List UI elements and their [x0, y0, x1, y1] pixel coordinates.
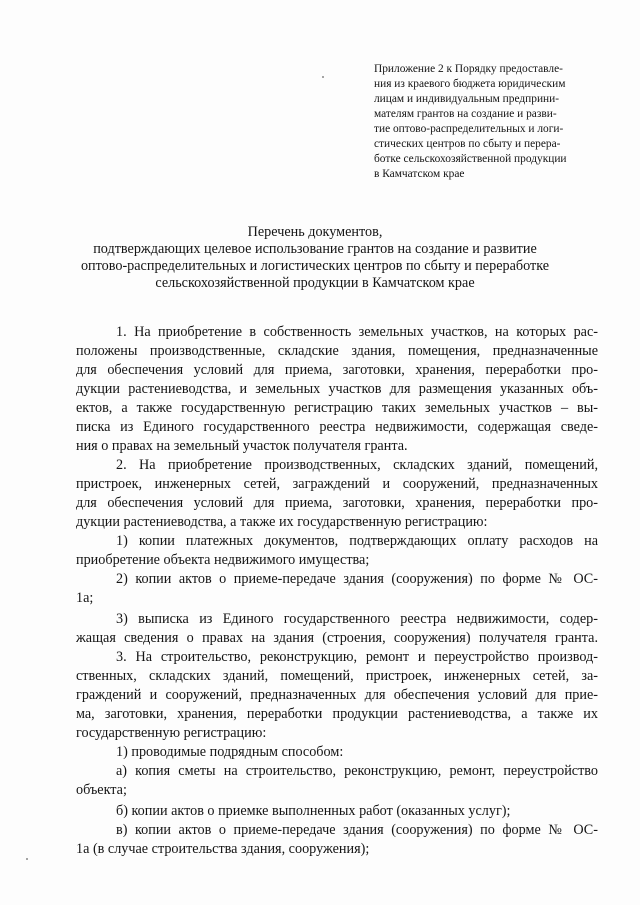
title-line: сельскохозяйственной продукции в Камчатском крае: [155, 275, 475, 291]
body-line: ственных, складских зданий, помещений, пристроек, инженерных сетей, за-: [76, 668, 598, 684]
body-line: в) копии актов о приеме-передаче здания (сооружения) по форме № ОС-: [116, 822, 598, 838]
body-line: государственную регистрацию:: [76, 725, 267, 741]
appendix-line: ния из краевого бюджета юридическим: [374, 78, 566, 90]
body-line: писка из Единого государственного реестра недвижимости, содержащая сведе-: [76, 419, 598, 435]
body-line: 1а;: [76, 590, 94, 606]
appendix-note: [374, 62, 600, 182]
body-line: дукции растениеводства, и земельных участков для размещения указанных объ-: [76, 381, 598, 397]
body-line: б) копии актов о приемке выполненных работ (оказанных услуг);: [116, 803, 511, 819]
body-line: 1) копии платежных документов, подтверждающих оплату расходов на: [116, 533, 598, 549]
body-line: дукции растениеводства, а также их государственную регистрацию:: [76, 514, 488, 530]
appendix-line: Приложение 2 к Порядку предоставле-: [374, 63, 563, 75]
title-line: подтверждающих целевое использование грантов на создание и развитие: [93, 241, 537, 257]
body-line: положены производственные, складские здания, помещения, предназначенные: [76, 343, 598, 359]
appendix-line: лицам и индивидуальным предприни-: [374, 93, 560, 105]
scan-speck: [322, 76, 324, 78]
appendix-line: тие оптово-распределительных и логи-: [374, 123, 564, 135]
appendix-line: в Камчатском крае: [374, 168, 465, 180]
scan-speck: [26, 858, 28, 860]
appendix-line: мателям грантов на создание и разви-: [374, 108, 557, 120]
body-line: объекта;: [76, 782, 127, 798]
body-line: граждений и сооружений, предназначенных для обеспечения условий для прие-: [76, 687, 598, 703]
body-line: 2) копии актов о приеме-передаче здания (сооружения) по форме № ОС-: [116, 571, 598, 587]
body-line: 1) проводимые подрядным способом:: [116, 744, 344, 760]
title-line: Перечень документов,: [247, 224, 383, 240]
body-line: ния о правах на земельный участок получателя гранта.: [76, 438, 408, 454]
body-line: а) копия сметы на строительство, реконструкцию, ремонт, переустройство: [116, 763, 598, 779]
body-line: приобретение объекта недвижимого имущества;: [76, 552, 370, 568]
body-line: 3) выписка из Единого государственного реестра недвижимости, содер-: [116, 611, 598, 627]
body-line: 1. На приобретение в собственность земельных участков, на которых рас-: [116, 324, 598, 340]
body-line: 1а (в случае строительства здания, сооружения);: [76, 841, 370, 857]
appendix-line: ботке сельскохозяйственной продукции: [374, 153, 567, 165]
body-line: жащая сведения о правах на здания (строения, сооружения) получателя гранта.: [76, 630, 598, 646]
body-line: для обеспечения условий для приема, заготовки, хранения, переработки про-: [76, 362, 598, 378]
body-line: 2. На приобретение производственных, складских зданий, помещений,: [116, 457, 598, 473]
body-line: пристроек, инженерных сетей, заграждений и сооружений, предназначенных: [76, 476, 598, 492]
body-line: ектов, а также государственную регистрацию таких земельных участков – вы-: [76, 400, 598, 416]
title-line: оптово-распределительных и логистических центров по сбыту и переработке: [80, 258, 550, 274]
document-title: [60, 224, 570, 292]
appendix-line: стических центров по сбыту и перера-: [374, 138, 561, 150]
body-line: ма, заготовки, хранения, переработки продукции растениеводства, а также их: [76, 706, 598, 722]
body-line: для обеспечения условий для приема, заготовки, хранения, переработки про-: [76, 495, 598, 511]
body-line: 3. На строительство, реконструкцию, ремонт и переустройство производ-: [116, 649, 598, 665]
